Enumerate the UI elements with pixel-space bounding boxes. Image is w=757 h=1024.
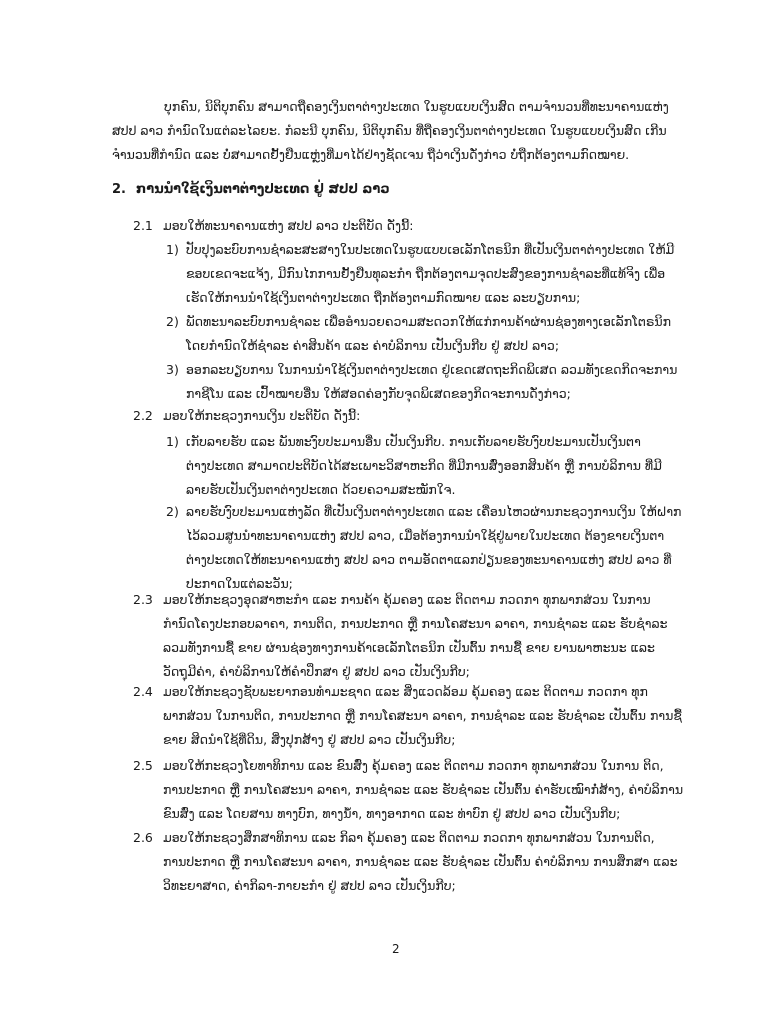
clause-text: ມອບໃຫ້ກະຊວງການເງິນ ປະຕິບັດ ດັ່ງນີ້: [163,408,361,423]
heading-text: ການນຳໃຊ້ເງິນຕາຕ່າງປະເທດ ຢູ່ ສປປ ລາວ [136,182,390,197]
clause-number: 2.4 [133,684,153,699]
text-line: ການປະກາດ ຫຼື ການໂຄສະນາ ລາຄາ, ການຊຳລະ ແລະ ຮັບຊຳລະ ເປັນຕົ້ນ ຄ່າຮັບເໝົາກໍ່ສ້າງ, ຄ່າບໍລິການ [163,782,684,797]
text-line: ລວມທັງການຊື້ ຂາຍ ຜ່ານຊ່ອງທາງການຄ້າເອເລັກໂຕຣນິກ ເປັນຕົ້ນ ການຊື້ ຂາຍ ຍານພາຫະນະ ແລະ [163,640,655,655]
text-line: ເຮັດໃຫ້ການນຳໃຊ້ເງິນຕາຕ່າງປະເທດ ຖືກຕ້ອງຕາມກົດໝາຍ ແລະ ລະບຽບການ; [186,290,581,305]
text-line: ໂດຍກຳນົດໃຫ້ຊຳລະ ຄ່າສິນຄ້າ ແລະ ຄ່າບໍລິການ ເປັນເງິນກີບ ຢູ່ ສປປ ລາວ; [186,338,560,353]
text-line: ມອບໃຫ້ກະຊວງຊັບພະຍາກອນທຳມະຊາດ ແລະ ສິ່ງແວດລ້ອມ ຄຸ້ມຄອງ ແລະ ຕິດຕາມ ກວດກາ ທຸກ [163,684,648,699]
clause-text: ມອບໃຫ້ທະນາຄານແຫ່ງ ສປປ ລາວ ປະຕິບັດ ດັ່ງນີ້: [163,218,414,233]
text-line: ໄວ້ລວມສູນນຳທະນາຄານແຫ່ງ ສປປ ລາວ, ເມື່ອຕ້ອງການນຳໃຊ້ຢູ່ພາຍໃນປະເທດ ຕ້ອງຂາຍເງິນຕາ [186,528,665,543]
text-line: ປັບປຸງລະບົບການຊຳລະສະສາງໃນປະເທດໃນຮູບແບບເອເລັກໂຕຣນິກ ທີ່ເປັນເງິນຕາຕ່າງປະເທດ ໃຫ້ມີ [186,242,675,257]
clause-number: 2.1 [133,218,153,233]
heading-number: 2. [112,182,126,197]
text-line: ການປະກາດ ຫຼື ການໂຄສະນາ ລາຄາ, ການຊຳລະ ແລະ ຮັບຊຳລະ ເປັນຕົ້ນ ຄ່າບໍລິການ ການສຶກສາ ແລະ [163,854,678,869]
text-line: ຕ່າງປະເທດ ສາມາດປະຕິບັດໄດ້ສະເພາະວິສາຫະກິດ ທີ່ມີການສົ່ງອອກສິນຄ້າ ຫຼື ການບໍລິການ ທີ່ມີ [186,458,662,473]
text-line: ອອກລະບຽບການ ໃນການນຳໃຊ້ເງິນຕາຕ່າງປະເທດ ຢູ່ເຂດເສດຖະກິດພິເສດ ລວມທັງເຂດກິດຈະການ [186,362,678,377]
text-line: ຂົນສົ່ງ ແລະ ໂດຍສານ ທາງບົກ, ທາງນ້ຳ, ທາງອາກາດ ແລະ ທ່າບົກ ຢູ່ ສປປ ລາວ ເປັນເງິນກີບ; [163,806,621,821]
text-line: ສປປ ລາວ ກຳນົດໃນແຕ່ລະໄລຍະ. ກໍລະນີ ບຸກຄົນ, ນິຕິບຸກຄົນ ທີ່ຖືຄອງເງິນຕາຕ່າງປະເທດ ໃນຮູບແບບເງິນສົດ ເກີນ [112,123,667,138]
text-line: ຂາຍ ສິດນຳໃຊ້ທີ່ດິນ, ສິ່ງປຸກສ້າງ ຢູ່ ສປປ ລາວ ເປັນເງິນກີບ; [163,732,456,747]
text-line: ມອບໃຫ້ກະຊວງໂຍທາທິການ ແລະ ຂົນສົ່ງ ຄຸ້ມຄອງ ແລະ ຕິດຕາມ ກວດກາ ທຸກພາກສ່ວນ ໃນການ ຕິດ, [163,758,664,773]
text-line: ກຳນົດໂຄງປະກອບລາຄາ, ການຕິດ, ການປະກາດ ຫຼື ການໂຄສະນາ ລາຄາ, ການຊຳລະ ແລະ ຮັບຊຳລະ [163,616,668,631]
item-number: 1) [166,242,179,257]
text-line: ຈຳນວນທີ່ກຳນົດ ແລະ ບໍ່ສາມາດຢັ້ງຢືນແຫຼ່ງທີ່ມາໄດ້ຢ່າງຊັດເຈນ ຖືວ່າເງິນດັ່ງກ່າວ ບໍ່ຖືກຕ້ອງຕາມກົດໝາຍ. [112,147,630,162]
text-line: ບຸກຄົນ, ນິຕິບຸກຄົນ ສາມາດຖືຄອງເງິນຕາຕ່າງປະເທດ ໃນຮູບແບບເງິນສົດ ຕາມຈຳນວນທີ່ທະນາຄານແຫ່ງ [164,99,669,114]
intro-paragraph [112,95,669,167]
text-line: ປະກາດໃນແຕ່ລະວັນ; [186,576,293,591]
text-line: ເກັບລາຍຮັບ ແລະ ພັນທະງົບປະມານອື່ນ ເປັນເງິນກີບ. ການເກັບລາຍຮັບງົບປະມານເປັນເງິນຕາ [186,434,641,449]
text-line: ກາຊີໂນ ແລະ ເປົ້າໝາຍອື່ນ ໃຫ້ສອດຄ່ອງກັບຈຸດພິເສດຂອງກິດຈະການດັ່ງກ່າວ; [186,386,571,401]
clause-number: 2.5 [133,758,153,773]
clause-number: 2.3 [133,592,153,607]
section-heading [112,178,390,202]
clause-number: 2.6 [133,830,153,845]
item-number: 2) [166,504,179,519]
text-line: ລາຍຮັບເປັນເງິນຕາຕ່າງປະເທດ ດ້ວຍຄວາມສະໝັກໃຈ. [186,482,456,497]
clause-number: 2.2 [133,408,153,423]
text-line: ມອບໃຫ້ກະຊວງອຸດສາຫະກຳ ແລະ ການຄ້າ ຄຸ້ມຄອງ ແລະ ຕິດຕາມ ກວດກາ ທຸກພາກສ່ວນ ໃນການ [163,592,651,607]
item-number: 3) [166,362,179,377]
text-line: ລາຍຮັບງົບປະມານແຫ່ງລັດ ທີ່ເປັນເງິນຕາຕ່າງປະເທດ ແລະ ເຄື່ອນໄຫວຜ່ານກະຊວງການເງິນ ໃຫ້ຝາກ [186,504,682,519]
text-line: ວິທະຍາສາດ, ຄ່າກິລາ-ກາຍະກຳ ຢູ່ ສປປ ລາວ ເປັນເງິນກີບ; [163,878,456,893]
text-line: ຕ່າງປະເທດໃຫ້ທະນາຄານແຫ່ງ ສປປ ລາວ ຕາມອັດຕາແລກປ່ຽນຂອງທະນາຄານແຫ່ງ ສປປ ລາວ ທີ່ [186,552,672,567]
item-number: 1) [166,434,179,449]
text-line: ຂອບເຂດຈະແຈ້ງ, ມີກົນໄກການຢັ້ງຢືນທຸລະກຳ ຖືກຕ້ອງຕາມຈຸດປະສົງຂອງການຊຳລະທີ່ແທ້ຈິງ ເພື່ອ [186,266,666,281]
text-line: ມອບໃຫ້ກະຊວງສຶກສາທິການ ແລະ ກິລາ ຄຸ້ມຄອງ ແລະ ຕິດຕາມ ກວດກາ ທຸກພາກສ່ວນ ໃນການຕິດ, [163,830,655,845]
item-number: 2) [166,314,179,329]
page-number: 2 [392,942,400,956]
text-line: ວັດຖຸມີຄ່າ, ຄ່າບໍລິການໃຫ້ຄຳປຶກສາ ຢູ່ ສປປ ລາວ ເປັນເງິນກີບ; [163,664,470,679]
text-line: ພັດທະນາລະບົບການຊຳລະ ເພື່ອອຳນວຍຄວາມສະດວກໃຫ້ແກ່ການຄ້າຜ່ານຊ່ອງທາງເອເລັກໂຕຣນິກ [186,314,672,329]
text-line: ພາກສ່ວນ ໃນການຕິດ, ການປະກາດ ຫຼື ການໂຄສະນາ ລາຄາ, ການຊຳລະ ແລະ ຮັບຊຳລະ ເປັນຕົ້ນ ການຊື້ [163,708,682,723]
